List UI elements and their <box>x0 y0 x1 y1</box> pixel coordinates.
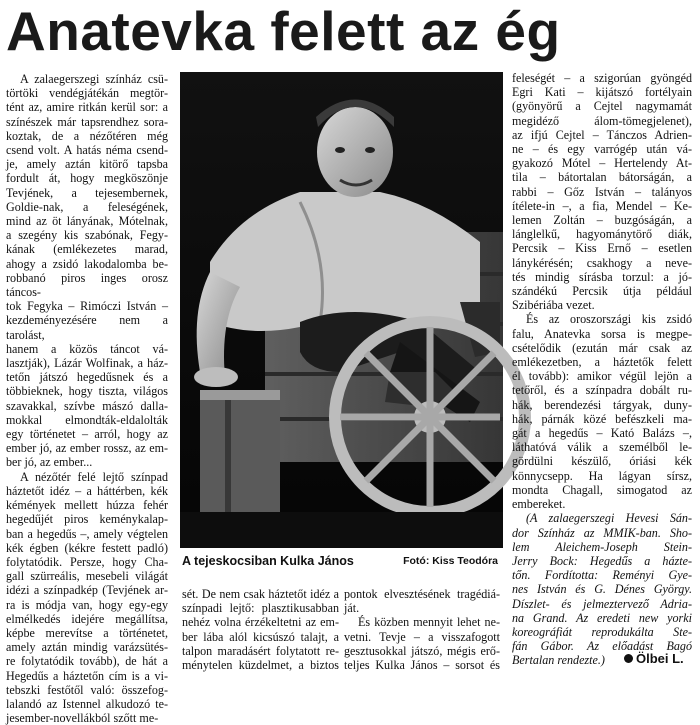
text-line: gall szürreális, mesebeli világát <box>6 569 168 584</box>
text-line: Jerry Bock: Hegedűs a házte- <box>512 553 692 568</box>
text-line: re folytatódik tovább), de hát a <box>6 654 168 669</box>
text-line: mokkal elmondták-eldalolták <box>6 412 168 427</box>
text-line: törtöki vendégjátékán megtör- <box>6 86 168 101</box>
text-line: És közben mennyit lehet ne- <box>358 615 500 630</box>
text-line: Bertalan rendezte.) <box>512 653 605 668</box>
text-line: tila – bátortalan bátorságán, a <box>512 170 692 185</box>
text-line: lalandó az Istennel alkudozó te- <box>6 696 168 711</box>
text-line: hegedűjét piros keménykalap- <box>6 512 168 527</box>
text-line: ménytelen küzdelmet, a biztos <box>182 658 339 673</box>
article-photo <box>180 72 503 548</box>
text-line: teljes Kulka János – sorsot és <box>344 658 500 673</box>
text-line: tetőn játszó hegedűsnek és a <box>6 370 168 385</box>
photo-illustration <box>180 72 503 548</box>
text-line: (gyönyörű a Cejtel nagymamát <box>512 99 692 114</box>
text-line: lasztják), Lázár Wolfinak, a ház- <box>6 356 168 371</box>
text-line: idézi a színpadkép (Tevjének ar- <box>6 583 168 598</box>
text-line: falu, Anatevka sorsa is megpe- <box>512 326 692 341</box>
text-line: él tovább): amikor végül lejön a <box>512 369 692 384</box>
text-line: tént az, amire ritkán kerül sor: a <box>6 100 168 115</box>
text-line: ítélete-in –, a fia, Mendel – Ke- <box>512 198 692 213</box>
text-line: fán Gábor. Az előadást Bagó <box>512 639 692 654</box>
text-line: Percsik – Kiss Ernő – esetlen <box>512 241 692 256</box>
text-line: ra is módja van, hogy egy-egy <box>6 597 168 612</box>
text-line: lánglelkű, hagyománytörő diák, <box>512 227 692 242</box>
text-line: lem Aleichem-Joseph Stein- <box>512 539 692 554</box>
bullet-icon <box>624 654 633 663</box>
text-line: Goldie-nak, a feleségének, <box>6 199 168 214</box>
text-line: elmélkedés idejére megállítsa, <box>6 611 168 626</box>
text-line: ember jó, az ember rossz, az em- <box>6 441 168 456</box>
text-line: hák, párnák közé befészkeli ma- <box>512 411 692 426</box>
text-line: megidéző álom-tömegjelenet), <box>512 113 692 128</box>
text-line: feleségét – a szigorúan gyöngéd <box>512 71 692 85</box>
text-line: szándékú Percsik útja például <box>512 284 692 299</box>
text-line: na Grand. Az eredeti new yorki <box>512 610 692 625</box>
text-line: képbe merevítse a történetet, <box>6 625 168 640</box>
text-line: gyakozó Mótel – Hertelendy At- <box>512 156 692 171</box>
text-line: fordult át, hogy megköszönje <box>6 171 168 186</box>
text-line: embereket. <box>512 497 566 512</box>
text-line: ját. <box>344 601 360 616</box>
text-line: vetni. Tevje – a visszafogott <box>344 629 500 644</box>
text-line: mondta Chagall, simogatod az <box>512 482 692 497</box>
text-line: nehéz volna érzékeltetni az em- <box>182 615 339 630</box>
photo-caption-bar <box>182 554 502 574</box>
text-line: mind az öt lányának, Mótelnak, <box>6 214 168 229</box>
text-line: gesztusokkal játszó, mégis erő- <box>344 643 500 658</box>
text-line: pontok elvesztésének tragédiá- <box>344 587 500 601</box>
text-line: láthatóvá válik a személből le- <box>512 440 692 455</box>
text-line: gát a hegedűs – Kató Balázs –, <box>512 426 692 441</box>
text-line: csend volt. A hatás néma csend- <box>6 143 168 158</box>
text-line: ne – és egy varrógép után vá- <box>512 142 692 157</box>
article-column-2a <box>182 587 339 672</box>
text-line: kezdeményezésére nem a tarolást, <box>6 313 168 342</box>
text-line: ban a hegedűs –, amely végtelen <box>6 526 168 541</box>
text-line: tok Fegyka – Rimóczi István – <box>6 299 168 314</box>
text-line: Hegedűs a háztetőn cím is a vi- <box>6 668 168 683</box>
text-line: háztetőt idéz – a háttérben, kék <box>6 483 168 498</box>
text-line: egy történetet – arról, hogy az <box>6 427 168 442</box>
headline: Anatevka felett az ég <box>6 0 561 62</box>
text-line: Egri Kati – kijátszó fortélyain <box>512 85 692 100</box>
text-line: színészek már tapsrendhez sora- <box>6 114 168 129</box>
article-column-3 <box>512 71 692 668</box>
text-line: csételődik (ezután már csak az <box>512 340 692 355</box>
text-line: ahogy a zsidó lakodalomba be- <box>6 256 168 271</box>
text-line: sét. De nem csak háztetőt idéz a <box>182 587 339 601</box>
text-line: kémények mellett húzza fehér <box>6 498 168 513</box>
photo-caption: A tejeskocsiban Kulka János <box>182 554 354 568</box>
text-line: folytatódik. Persze, hogy Cha- <box>6 554 168 569</box>
text-line: je, amely aztán kitörő tapsba <box>6 157 168 172</box>
text-line: rabbi – Gőz István – talányos <box>512 184 692 199</box>
text-line: talpon maradásért folytatott re- <box>182 643 339 658</box>
text-line: ber lába alól kicsúszó talajt, a <box>182 629 339 644</box>
text-line: ber jó, az ember... <box>6 455 93 470</box>
text-line: lemen Zoltán – buzgóságán, a <box>512 213 692 228</box>
article-column-2b <box>344 587 500 672</box>
text-line: És az oroszországi kis zsidó <box>526 312 692 327</box>
text-line: Szibériába vezet. <box>512 298 595 313</box>
text-line: hák, berendezési tárgyak, duny- <box>512 397 692 412</box>
text-line: A zalaegerszegi színház csü- <box>20 72 168 86</box>
author-name: Ölbei L. <box>636 651 684 666</box>
text-line: nes István és G. Dénes György. <box>512 582 692 597</box>
text-line: emlékezetben, a háztetők felett <box>512 355 692 370</box>
text-line: jesember-novellákból szőtt me- <box>6 711 159 725</box>
text-line: gördülni készülő, óriási kék <box>512 454 692 469</box>
text-line: lánykérésén; csakhogy a neve- <box>512 255 692 270</box>
text-line: többieknek, hogy tiszta, világos <box>6 384 168 399</box>
text-line: kának (emlékezetes marad, <box>6 242 168 257</box>
text-line: tetőről, és a színpadra dobált ru- <box>512 383 692 398</box>
text-line: tebszki festőtől való: összefog- <box>6 682 168 697</box>
text-line: hanem a közös táncot vá- <box>6 341 168 356</box>
text-line: amely aztán mindig varázsütés- <box>6 640 168 655</box>
text-line: A nézőtér felé lejtő színpad <box>20 469 168 484</box>
text-line: robbanó piros inges orosz táncos- <box>6 270 168 300</box>
text-line: könnycsepp. Ha lágyan sírsz, <box>512 468 692 483</box>
article-column-1 <box>6 72 168 725</box>
text-line: dor Színház az MMIK-ban. Sho- <box>512 525 692 540</box>
text-line: tőn. Fordította: Reményi Gye- <box>512 568 692 583</box>
text-line: a szegény kis szabónak, Fegy- <box>6 228 168 243</box>
text-line: Tevjének, a tejesembernek, <box>6 185 168 200</box>
text-line: színpadi lejtő: plasztikusabban <box>182 601 339 616</box>
text-line: Díszlet- és jelmeztervező Adria- <box>512 596 692 611</box>
text-line: tés mindig sírásba torzul: a jó- <box>512 269 692 284</box>
text-line: koztak, de a nézőtéren még <box>6 128 168 143</box>
photo-credit: Fotó: Kiss Teodóra <box>403 555 498 567</box>
author-signature <box>624 651 684 666</box>
text-line: az ifjú Cejtel – Tánczos Adrien- <box>512 127 692 142</box>
text-line: kék égben (kékre festett padló) <box>6 540 168 555</box>
text-line: szavakkal, szívbe mászó dalla- <box>6 398 168 413</box>
text-line: (A zalaegerszegi Hevesi Sán- <box>526 511 692 526</box>
text-line: koreográfiát reprodukálta Ste- <box>512 624 692 639</box>
